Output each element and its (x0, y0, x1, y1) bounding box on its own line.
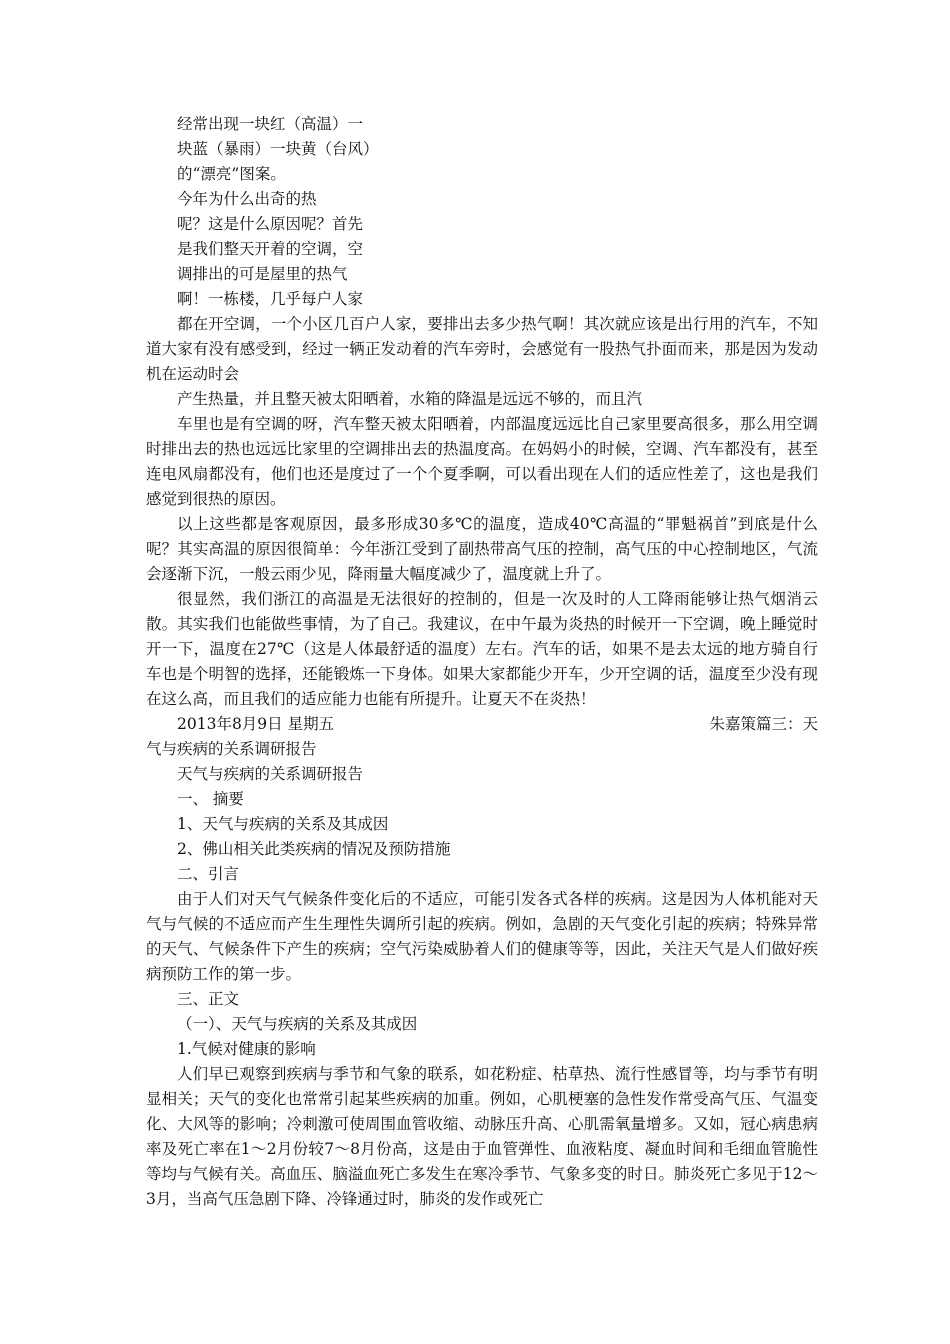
date: 2013年8月9日 星期五 (177, 715, 335, 733)
paragraph: 车里也是有空调的呀，汽车整天被太阳晒着，内部温度远远比自己家里要高很多，那么用空调时排出去的热也远远比家里的空调排出去的热温度高。在妈妈小的时候，空调、汽车都没有，甚至连电风扇都没有，他们也还是度过了一个个夏季啊，可以看出现在人们的适应性差了，这也是我们感觉到很热的原因。 (146, 415, 818, 508)
list-item: 2、佛山相关此类疾病的情况及预防措施 (177, 840, 451, 858)
text-line: 经常出现一块红（高温）一 (177, 115, 364, 133)
subsection-heading: （一）、天气与疾病的关系及其成因 (177, 1015, 418, 1033)
text-line: 是我们整天开着的空调，空 (177, 240, 364, 258)
report-title: 天气与疾病的关系调研报告 (177, 765, 364, 783)
paragraph: 人们早已观察到疾病与季节和气象的联系，如花粉症、枯草热、流行性感冒等，均与季节有明显相关；天气的变化也常常引起某些疾病的加重。例如，心肌梗塞的急性发作常受高气压、气温变化、大风等的影响；冷刺激可使周围血管收缩、动脉压升高、心肌需氧量增多。又如，冠心病患病率及死亡率在1～2月份较7～8月份高，这是由于血管弹性、血液粘度、凝血时间和毛细血管脆性等均与气候有关。高血压、脑溢血死亡多发生在寒冷季节、气象多变的时日。肺炎死亡多见于12～3月，当高气压急剧下降、冷锋通过时，肺炎的发作或死亡 (146, 1065, 818, 1208)
point-heading: 1.气候对健康的影响 (177, 1040, 316, 1058)
paragraph: 产生热量，并且整天被太阳晒着，水箱的降温是远远不够的，而且汽 (177, 390, 643, 408)
text-line: 今年为什么出奇的热 (177, 190, 317, 208)
section-heading: 一、 摘要 (177, 790, 244, 808)
date-author-line (146, 712, 818, 737)
continued-title: 气与疾病的关系调研报告 (146, 740, 317, 758)
text-line: 块蓝（暴雨）一块黄（台风） (177, 140, 379, 158)
section-heading: 二、引言 (177, 865, 240, 883)
list-item: 1、天气与疾病的关系及其成因 (177, 815, 389, 833)
paragraph: 由于人们对天气气候条件变化后的不适应，可能引发各式各样的疾病。这是因为人体机能对天气与气候的不适应而产生生理性失调所引起的疾病。例如，急剧的天气变化引起的疾病；特殊异常的天气、气候条件下产生的疾病；空气污染威胁着人们的健康等等，因此，关注天气是人们做好疾病预防工作的第一步。 (146, 890, 818, 983)
text-line: 调排出的可是屋里的热气 (177, 265, 348, 283)
author: 朱嘉策篇三：天 (709, 715, 818, 733)
text-line: 的“漂亮”图案。 (177, 165, 286, 183)
text-line: 啊！一栋楼，几乎每户人家 (177, 290, 364, 308)
text-line: 呢？这是什么原因呢？首先 (177, 215, 364, 233)
paragraph: 都在开空调，一个小区几百户人家，要排出去多少热气啊！其次就应该是出行用的汽车，不知道大家有没有感受到，经过一辆正发动着的汽车旁时，会感觉有一股热气扑面而来，那是因为发动机在运动时会 (146, 315, 818, 383)
section-heading: 三、正文 (177, 990, 240, 1008)
paragraph: 以上这些都是客观原因，最多形成30多℃的温度，造成40℃高温的“罪魁祸首”到底是什么呢？其实高温的原因很简单：今年浙江受到了副热带高气压的控制，高气压的中心控制地区，气流会逐渐下沉，一般云雨少见，降雨量大幅度减少了，温度就上升了。 (146, 515, 818, 583)
paragraph: 很显然，我们浙江的高温是无法很好的控制的，但是一次及时的人工降雨能够让热气烟消云散。其实我们也能做些事情，为了自己。我建议，在中午最为炎热的时候开一下空调，晚上睡觉时开一下，温度在27℃（这是人体最舒适的温度）左右。汽车的话，如果不是去太远的地方骑自行车也是个明智的选择，还能锻炼一下身体。如果大家都能少开车，少开空调的话，温度至少没有现在这么高，而且我们的适应能力也能有所提升。让夏天不在炎热！ (146, 590, 818, 708)
